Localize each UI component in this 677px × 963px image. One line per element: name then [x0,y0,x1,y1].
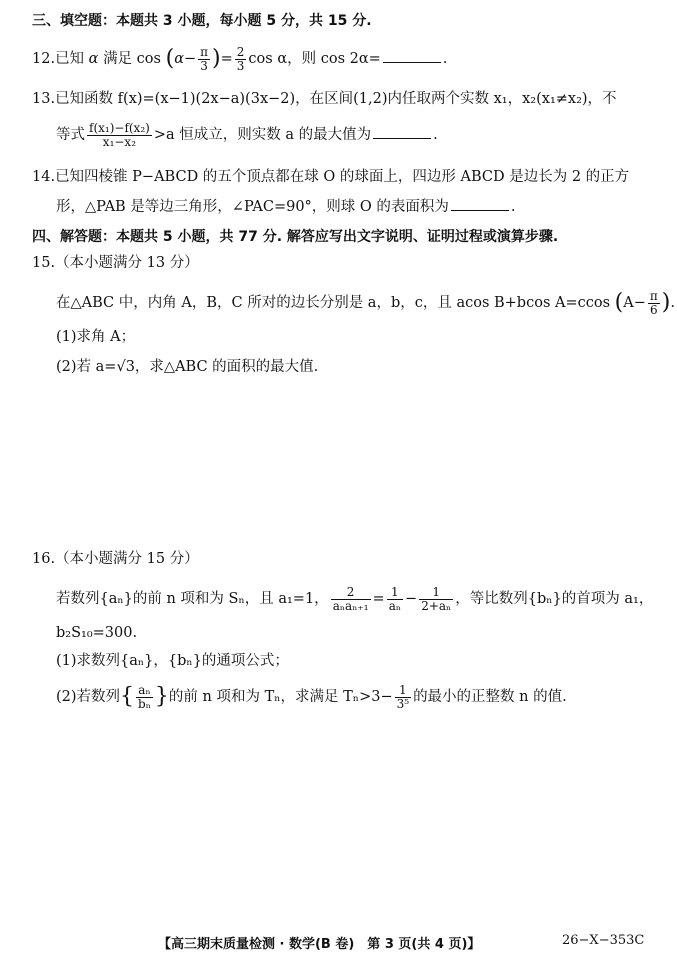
question-13-line-1 [32,88,617,110]
question-number: 13. [32,91,56,107]
right-paren: ) [661,290,671,316]
section-4-heading: 四、解答题：本题共 5 小题，共 77 分. 解答应写出文字说明、证明过程或演算步骤. [32,229,559,245]
question-16-line-2: b₂S₁₀=300. [56,625,138,641]
q15-text: (2)若 a= [56,359,117,375]
page-footer-code: 26−X−353C [562,933,645,948]
left-paren: ( [614,290,624,316]
right-brace: } [154,684,169,710]
fraction-two-thirds: $\frac{2}{3}$ [236,45,245,73]
question-number: 12. [32,51,56,68]
sqrt-three: √3 [116,359,135,375]
question-16-part-2 [56,684,567,710]
q16-text: 的前 n 项和为 Tₙ，求满足 Tₙ>3− [168,689,393,706]
fraction-1-over-2-plus-an: $\frac{1}{\text{2+aₙ}}$ [421,585,452,613]
q15-expr: A− [623,295,646,312]
section-3-heading: 三、填空题：本题共 3 小题，每小题 5 分，共 15 分. [32,13,372,29]
q12-expr: α− [174,51,197,68]
q12-end: . [442,51,448,68]
left-paren: ( [165,46,175,72]
q13-text: 等式 [56,127,85,144]
question-13-line-2 [56,122,438,148]
q12-text: 已知 [55,51,85,68]
question-16-stem [56,586,653,612]
page-footer-label: 【高三期末质量检测 · 数学(B 卷) 第 3 页(共 4 页)】 [158,937,481,952]
q15-text: 在△ABC 中，内角 A，B，C 所对的边长分别是 a，b，c，且 acos B+bcos A=ccos [56,295,611,312]
q15-text: ，求△ABC 的面积的最大值. [134,359,319,375]
question-15-part-1: (1)求角 A； [56,329,136,345]
q16-text: 若数列{aₙ}的前 n 项和为 Sₙ，且 a₁=1， [56,591,329,608]
q14-text: 形，△PAB 是等边三角形，∠PAC=90°，则球 O 的表面积为 [56,199,449,215]
q14-text: 已知四棱锥 P−ABCD 的五个顶点都在球 O 的球面上，四边形 ABCD 是边长为 2 的正方 [55,169,630,185]
question-16-title: 16.（本小题满分 15 分） [32,551,199,567]
q16-eq: = [372,591,385,608]
q12-alpha: α [88,51,99,68]
fraction-pi-over-6: $\frac{\pi}{6}$ [649,289,658,317]
q15-end: . [670,295,675,312]
answer-blank[interactable] [451,196,509,211]
fraction-1-over-an: $\frac{1}{\text{aₙ}}$ [388,585,402,613]
fraction-1-over-3-pow-5: $\frac{1}{\text{3⁵}}$ [396,683,410,711]
fraction-pi-over-3: $\frac{\pi}{3}$ [200,45,209,73]
q16-text: ，等比数列{bₙ}的首项为 a₁， [455,591,654,608]
answer-blank[interactable] [373,124,431,139]
fraction-difference-quotient: $\frac{\text{f(x₁)−f(x₂)}}{\text{x₁−x₂}}$ [89,121,150,149]
q13-text: >a 恒成立，则实数 a 的最大值为 [153,127,372,144]
question-14-line-1 [32,166,629,188]
question-16-part-1: (1)求数列{aₙ}，{bₙ}的通项公式； [56,653,289,669]
q14-end: . [510,199,516,215]
q13-end: . [433,127,438,144]
q16-text: 的最小的正整数 n 的值. [413,689,567,706]
fraction-an-over-bn: $\frac{\text{aₙ}}{\text{bₙ}}$ [138,683,151,711]
q16-text: (2)若数列 [56,689,121,706]
question-12 [32,46,447,72]
question-number: 14. [32,169,56,185]
right-paren: ) [212,46,221,72]
q12-text: 满足 cos [103,51,161,68]
question-15-part-2 [56,356,318,378]
answer-blank[interactable] [383,48,441,63]
fraction-2-over-anan1: $\frac{2}{\text{aₙaₙ₊₁}}$ [332,585,369,613]
question-15-stem [56,290,675,316]
left-brace: { [120,684,135,710]
q16-minus: − [405,591,418,608]
question-14-line-2 [56,196,516,218]
q12-text: cos α，则 cos 2α= [248,51,381,68]
q13-text: 已知函数 f(x)=(x−1)(2x−a)(3x−2)，在区间(1,2)内任取两个实数 x₁，x₂(x₁≠x₂)，不 [55,91,617,107]
q12-eq: = [220,51,233,68]
question-15-title: 15.（本小题满分 13 分） [32,255,199,271]
